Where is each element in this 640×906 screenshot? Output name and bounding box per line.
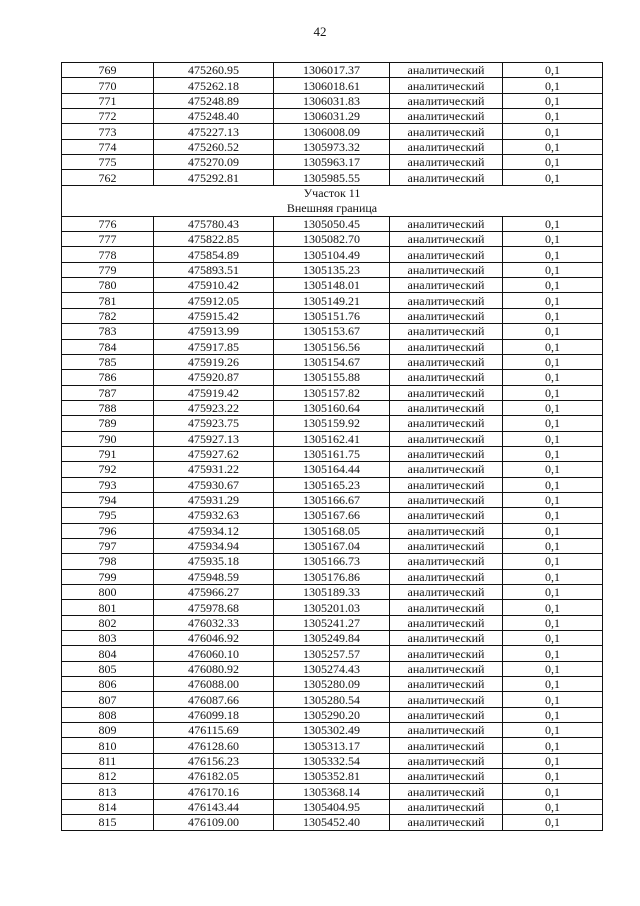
x-coordinate-cell: 476170.16 — [154, 784, 274, 799]
method-cell: аналитический — [390, 109, 503, 124]
table-row — [62, 400, 603, 415]
method-cell: аналитический — [390, 308, 503, 323]
accuracy-cell: 0,1 — [503, 262, 603, 277]
point-number-cell: 776 — [62, 216, 154, 231]
method-cell: аналитический — [390, 615, 503, 630]
method-cell: аналитический — [390, 446, 503, 461]
y-coordinate-cell: 1305153.67 — [274, 324, 390, 339]
accuracy-cell: 0,1 — [503, 400, 603, 415]
accuracy-cell: 0,1 — [503, 538, 603, 553]
y-coordinate-cell: 1305050.45 — [274, 216, 390, 231]
x-coordinate-cell: 475919.42 — [154, 385, 274, 400]
table-row — [62, 109, 603, 124]
accuracy-cell: 0,1 — [503, 523, 603, 538]
point-number-cell: 778 — [62, 247, 154, 262]
x-coordinate-cell: 476115.69 — [154, 723, 274, 738]
accuracy-cell: 0,1 — [503, 109, 603, 124]
x-coordinate-cell: 476046.92 — [154, 631, 274, 646]
x-coordinate-cell: 475260.52 — [154, 139, 274, 154]
accuracy-cell: 0,1 — [503, 216, 603, 231]
point-number-cell: 804 — [62, 646, 154, 661]
y-coordinate-cell: 1305164.44 — [274, 462, 390, 477]
method-cell: аналитический — [390, 723, 503, 738]
accuracy-cell: 0,1 — [503, 554, 603, 569]
point-number-cell: 772 — [62, 109, 154, 124]
method-cell: аналитический — [390, 278, 503, 293]
table-row — [62, 308, 603, 323]
point-number-cell: 796 — [62, 523, 154, 538]
method-cell: аналитический — [390, 799, 503, 814]
accuracy-cell: 0,1 — [503, 278, 603, 293]
method-cell: аналитический — [390, 600, 503, 615]
method-cell: аналитический — [390, 354, 503, 369]
point-number-cell: 801 — [62, 600, 154, 615]
table-row — [62, 155, 603, 170]
method-cell: аналитический — [390, 738, 503, 753]
point-number-cell: 777 — [62, 232, 154, 247]
x-coordinate-cell: 475910.42 — [154, 278, 274, 293]
method-cell: аналитический — [390, 78, 503, 93]
method-cell: аналитический — [390, 216, 503, 231]
method-cell: аналитический — [390, 247, 503, 262]
x-coordinate-cell: 476032.33 — [154, 615, 274, 630]
x-coordinate-cell: 475934.94 — [154, 538, 274, 553]
section-title: Участок 11 — [303, 185, 361, 200]
table-row — [62, 492, 603, 507]
y-coordinate-cell: 1305280.09 — [274, 677, 390, 692]
point-number-cell: 774 — [62, 139, 154, 154]
table-row — [62, 538, 603, 553]
method-cell: аналитический — [390, 462, 503, 477]
accuracy-cell: 0,1 — [503, 753, 603, 768]
method-cell: аналитический — [390, 815, 503, 830]
x-coordinate-cell: 475913.99 — [154, 324, 274, 339]
y-coordinate-cell: 1305104.49 — [274, 247, 390, 262]
accuracy-cell: 0,1 — [503, 431, 603, 446]
method-cell: аналитический — [390, 631, 503, 646]
point-number-cell: 807 — [62, 692, 154, 707]
y-coordinate-cell: 1306031.83 — [274, 93, 390, 108]
accuracy-cell: 0,1 — [503, 78, 603, 93]
method-cell: аналитический — [390, 585, 503, 600]
point-number-cell: 797 — [62, 538, 154, 553]
accuracy-cell: 0,1 — [503, 569, 603, 584]
x-coordinate-cell: 476182.05 — [154, 769, 274, 784]
x-coordinate-cell: 475893.51 — [154, 262, 274, 277]
x-coordinate-cell: 475948.59 — [154, 569, 274, 584]
table-row — [62, 646, 603, 661]
method-cell: аналитический — [390, 416, 503, 431]
x-coordinate-cell: 475930.67 — [154, 477, 274, 492]
y-coordinate-cell: 1305352.81 — [274, 769, 390, 784]
table-row — [62, 769, 603, 784]
table-row — [62, 170, 603, 185]
x-coordinate-cell: 475966.27 — [154, 585, 274, 600]
point-number-cell: 786 — [62, 370, 154, 385]
accuracy-cell: 0,1 — [503, 354, 603, 369]
x-coordinate-cell: 475920.87 — [154, 370, 274, 385]
method-cell: аналитический — [390, 370, 503, 385]
point-number-cell: 781 — [62, 293, 154, 308]
point-number-cell: 787 — [62, 385, 154, 400]
accuracy-cell: 0,1 — [503, 492, 603, 507]
x-coordinate-cell: 475780.43 — [154, 216, 274, 231]
method-cell: аналитический — [390, 232, 503, 247]
y-coordinate-cell: 1305257.57 — [274, 646, 390, 661]
accuracy-cell: 0,1 — [503, 692, 603, 707]
table-body-after-section — [62, 216, 603, 830]
point-number-cell: 769 — [62, 63, 154, 78]
x-coordinate-cell: 476080.92 — [154, 661, 274, 676]
point-number-cell: 802 — [62, 615, 154, 630]
y-coordinate-cell: 1305155.88 — [274, 370, 390, 385]
accuracy-cell: 0,1 — [503, 646, 603, 661]
x-coordinate-cell: 475248.89 — [154, 93, 274, 108]
y-coordinate-cell: 1305973.32 — [274, 139, 390, 154]
point-number-cell: 773 — [62, 124, 154, 139]
y-coordinate-cell: 1305189.33 — [274, 585, 390, 600]
x-coordinate-cell: 475978.68 — [154, 600, 274, 615]
accuracy-cell: 0,1 — [503, 416, 603, 431]
point-number-cell: 809 — [62, 723, 154, 738]
x-coordinate-cell: 476099.18 — [154, 707, 274, 722]
y-coordinate-cell: 1305274.43 — [274, 661, 390, 676]
accuracy-cell: 0,1 — [503, 784, 603, 799]
y-coordinate-cell: 1305156.56 — [274, 339, 390, 354]
method-cell: аналитический — [390, 646, 503, 661]
section-header-row — [62, 185, 603, 216]
y-coordinate-cell: 1305368.14 — [274, 784, 390, 799]
table-row — [62, 585, 603, 600]
y-coordinate-cell: 1305157.82 — [274, 385, 390, 400]
x-coordinate-cell: 475923.22 — [154, 400, 274, 415]
table-row — [62, 293, 603, 308]
method-cell: аналитический — [390, 431, 503, 446]
method-cell: аналитический — [390, 93, 503, 108]
table-row — [62, 247, 603, 262]
accuracy-cell: 0,1 — [503, 661, 603, 676]
method-cell: аналитический — [390, 477, 503, 492]
table-row — [62, 354, 603, 369]
method-cell: аналитический — [390, 170, 503, 185]
x-coordinate-cell: 475292.81 — [154, 170, 274, 185]
table-row — [62, 385, 603, 400]
x-coordinate-cell: 475270.09 — [154, 155, 274, 170]
method-cell: аналитический — [390, 139, 503, 154]
x-coordinate-cell: 475927.62 — [154, 446, 274, 461]
accuracy-cell: 0,1 — [503, 385, 603, 400]
table-row — [62, 661, 603, 676]
point-number-cell: 784 — [62, 339, 154, 354]
section-header-cell — [62, 185, 603, 216]
y-coordinate-cell: 1305404.95 — [274, 799, 390, 814]
method-cell: аналитический — [390, 324, 503, 339]
table-row — [62, 631, 603, 646]
accuracy-cell: 0,1 — [503, 615, 603, 630]
point-number-cell: 788 — [62, 400, 154, 415]
method-cell: аналитический — [390, 124, 503, 139]
point-number-cell: 812 — [62, 769, 154, 784]
y-coordinate-cell: 1305166.67 — [274, 492, 390, 507]
point-number-cell: 799 — [62, 569, 154, 584]
point-number-cell: 800 — [62, 585, 154, 600]
point-number-cell: 792 — [62, 462, 154, 477]
table-row — [62, 431, 603, 446]
point-number-cell: 794 — [62, 492, 154, 507]
y-coordinate-cell: 1305082.70 — [274, 232, 390, 247]
accuracy-cell: 0,1 — [503, 631, 603, 646]
table-row — [62, 139, 603, 154]
y-coordinate-cell: 1305963.17 — [274, 155, 390, 170]
x-coordinate-cell: 476109.00 — [154, 815, 274, 830]
y-coordinate-cell: 1305159.92 — [274, 416, 390, 431]
table-row — [62, 723, 603, 738]
table-row — [62, 815, 603, 830]
y-coordinate-cell: 1305166.73 — [274, 554, 390, 569]
table-row — [62, 446, 603, 461]
table-row — [62, 63, 603, 78]
table-row — [62, 477, 603, 492]
x-coordinate-cell: 475260.95 — [154, 63, 274, 78]
method-cell: аналитический — [390, 293, 503, 308]
y-coordinate-cell: 1305135.23 — [274, 262, 390, 277]
point-number-cell: 815 — [62, 815, 154, 830]
method-cell: аналитический — [390, 692, 503, 707]
x-coordinate-cell: 475248.40 — [154, 109, 274, 124]
y-coordinate-cell: 1305290.20 — [274, 707, 390, 722]
table-row — [62, 799, 603, 814]
y-coordinate-cell: 1305167.66 — [274, 508, 390, 523]
table-row — [62, 262, 603, 277]
accuracy-cell: 0,1 — [503, 769, 603, 784]
x-coordinate-cell: 476156.23 — [154, 753, 274, 768]
accuracy-cell: 0,1 — [503, 738, 603, 753]
table-row — [62, 569, 603, 584]
point-number-cell: 771 — [62, 93, 154, 108]
point-number-cell: 779 — [62, 262, 154, 277]
accuracy-cell: 0,1 — [503, 170, 603, 185]
accuracy-cell: 0,1 — [503, 446, 603, 461]
y-coordinate-cell: 1305985.55 — [274, 170, 390, 185]
table-row — [62, 738, 603, 753]
point-number-cell: 793 — [62, 477, 154, 492]
method-cell: аналитический — [390, 492, 503, 507]
accuracy-cell: 0,1 — [503, 508, 603, 523]
method-cell: аналитический — [390, 523, 503, 538]
method-cell: аналитический — [390, 385, 503, 400]
accuracy-cell: 0,1 — [503, 232, 603, 247]
x-coordinate-cell: 475912.05 — [154, 293, 274, 308]
point-number-cell: 808 — [62, 707, 154, 722]
x-coordinate-cell: 476143.44 — [154, 799, 274, 814]
point-number-cell: 811 — [62, 753, 154, 768]
point-number-cell: 806 — [62, 677, 154, 692]
page-number: 42 — [313, 24, 327, 39]
x-coordinate-cell: 475923.75 — [154, 416, 274, 431]
y-coordinate-cell: 1305165.23 — [274, 477, 390, 492]
accuracy-cell: 0,1 — [503, 63, 603, 78]
table-row — [62, 78, 603, 93]
y-coordinate-cell: 1306008.09 — [274, 124, 390, 139]
x-coordinate-cell: 475927.13 — [154, 431, 274, 446]
accuracy-cell: 0,1 — [503, 462, 603, 477]
y-coordinate-cell: 1305161.75 — [274, 446, 390, 461]
point-number-cell: 803 — [62, 631, 154, 646]
method-cell: аналитический — [390, 538, 503, 553]
accuracy-cell: 0,1 — [503, 585, 603, 600]
point-number-cell: 775 — [62, 155, 154, 170]
table-body-before-section — [62, 63, 603, 186]
section-header — [62, 185, 603, 216]
table-row — [62, 692, 603, 707]
x-coordinate-cell: 476088.00 — [154, 677, 274, 692]
accuracy-cell: 0,1 — [503, 339, 603, 354]
table-row — [62, 339, 603, 354]
accuracy-cell: 0,1 — [503, 600, 603, 615]
method-cell: аналитический — [390, 707, 503, 722]
point-number-cell: 813 — [62, 784, 154, 799]
accuracy-cell: 0,1 — [503, 677, 603, 692]
accuracy-cell: 0,1 — [503, 723, 603, 738]
point-number-cell: 814 — [62, 799, 154, 814]
table-row — [62, 784, 603, 799]
coordinates-table — [61, 62, 603, 831]
accuracy-cell: 0,1 — [503, 124, 603, 139]
table-row — [62, 278, 603, 293]
y-coordinate-cell: 1305241.27 — [274, 615, 390, 630]
y-coordinate-cell: 1305160.64 — [274, 400, 390, 415]
table-row — [62, 324, 603, 339]
x-coordinate-cell: 475854.89 — [154, 247, 274, 262]
table-row — [62, 232, 603, 247]
y-coordinate-cell: 1305154.67 — [274, 354, 390, 369]
table-row — [62, 124, 603, 139]
method-cell: аналитический — [390, 400, 503, 415]
y-coordinate-cell: 1305168.05 — [274, 523, 390, 538]
accuracy-cell: 0,1 — [503, 293, 603, 308]
y-coordinate-cell: 1305452.40 — [274, 815, 390, 830]
point-number-cell: 795 — [62, 508, 154, 523]
x-coordinate-cell: 476060.10 — [154, 646, 274, 661]
accuracy-cell: 0,1 — [503, 247, 603, 262]
y-coordinate-cell: 1305149.21 — [274, 293, 390, 308]
table-row — [62, 216, 603, 231]
method-cell: аналитический — [390, 554, 503, 569]
accuracy-cell: 0,1 — [503, 815, 603, 830]
method-cell: аналитический — [390, 262, 503, 277]
method-cell: аналитический — [390, 753, 503, 768]
accuracy-cell: 0,1 — [503, 93, 603, 108]
point-number-cell: 789 — [62, 416, 154, 431]
accuracy-cell: 0,1 — [503, 707, 603, 722]
accuracy-cell: 0,1 — [503, 139, 603, 154]
method-cell: аналитический — [390, 339, 503, 354]
method-cell: аналитический — [390, 63, 503, 78]
x-coordinate-cell: 476087.66 — [154, 692, 274, 707]
x-coordinate-cell: 475915.42 — [154, 308, 274, 323]
method-cell: аналитический — [390, 508, 503, 523]
y-coordinate-cell: 1305176.86 — [274, 569, 390, 584]
point-number-cell: 785 — [62, 354, 154, 369]
accuracy-cell: 0,1 — [503, 799, 603, 814]
y-coordinate-cell: 1305148.01 — [274, 278, 390, 293]
point-number-cell: 782 — [62, 308, 154, 323]
x-coordinate-cell: 475262.18 — [154, 78, 274, 93]
table-row — [62, 523, 603, 538]
point-number-cell: 791 — [62, 446, 154, 461]
x-coordinate-cell: 475917.85 — [154, 339, 274, 354]
point-number-cell: 810 — [62, 738, 154, 753]
method-cell: аналитический — [390, 569, 503, 584]
y-coordinate-cell: 1306031.29 — [274, 109, 390, 124]
x-coordinate-cell: 475227.13 — [154, 124, 274, 139]
y-coordinate-cell: 1305249.84 — [274, 631, 390, 646]
point-number-cell: 770 — [62, 78, 154, 93]
method-cell: аналитический — [390, 661, 503, 676]
point-number-cell: 790 — [62, 431, 154, 446]
point-number-cell: 805 — [62, 661, 154, 676]
method-cell: аналитический — [390, 784, 503, 799]
table-row — [62, 462, 603, 477]
method-cell: аналитический — [390, 155, 503, 170]
table-row — [62, 370, 603, 385]
table-row — [62, 416, 603, 431]
accuracy-cell: 0,1 — [503, 324, 603, 339]
accuracy-cell: 0,1 — [503, 308, 603, 323]
x-coordinate-cell: 475935.18 — [154, 554, 274, 569]
table-row — [62, 600, 603, 615]
x-coordinate-cell: 476128.60 — [154, 738, 274, 753]
y-coordinate-cell: 1305313.17 — [274, 738, 390, 753]
y-coordinate-cell: 1305280.54 — [274, 692, 390, 707]
method-cell: аналитический — [390, 769, 503, 784]
section-subtitle: Внешняя граница — [286, 200, 378, 215]
accuracy-cell: 0,1 — [503, 477, 603, 492]
y-coordinate-cell: 1306017.37 — [274, 63, 390, 78]
x-coordinate-cell: 475822.85 — [154, 232, 274, 247]
y-coordinate-cell: 1306018.61 — [274, 78, 390, 93]
table-row — [62, 753, 603, 768]
point-number-cell: 762 — [62, 170, 154, 185]
point-number-cell: 798 — [62, 554, 154, 569]
y-coordinate-cell: 1305201.03 — [274, 600, 390, 615]
x-coordinate-cell: 475931.29 — [154, 492, 274, 507]
accuracy-cell: 0,1 — [503, 370, 603, 385]
point-number-cell: 780 — [62, 278, 154, 293]
x-coordinate-cell: 475932.63 — [154, 508, 274, 523]
point-number-cell: 783 — [62, 324, 154, 339]
table-row — [62, 93, 603, 108]
y-coordinate-cell: 1305302.49 — [274, 723, 390, 738]
y-coordinate-cell: 1305151.76 — [274, 308, 390, 323]
table-row — [62, 554, 603, 569]
method-cell: аналитический — [390, 677, 503, 692]
x-coordinate-cell: 475919.26 — [154, 354, 274, 369]
table-row — [62, 508, 603, 523]
y-coordinate-cell: 1305162.41 — [274, 431, 390, 446]
y-coordinate-cell: 1305332.54 — [274, 753, 390, 768]
table-row — [62, 615, 603, 630]
accuracy-cell: 0,1 — [503, 155, 603, 170]
table-row — [62, 707, 603, 722]
x-coordinate-cell: 475934.12 — [154, 523, 274, 538]
table-row — [62, 677, 603, 692]
x-coordinate-cell: 475931.22 — [154, 462, 274, 477]
y-coordinate-cell: 1305167.04 — [274, 538, 390, 553]
